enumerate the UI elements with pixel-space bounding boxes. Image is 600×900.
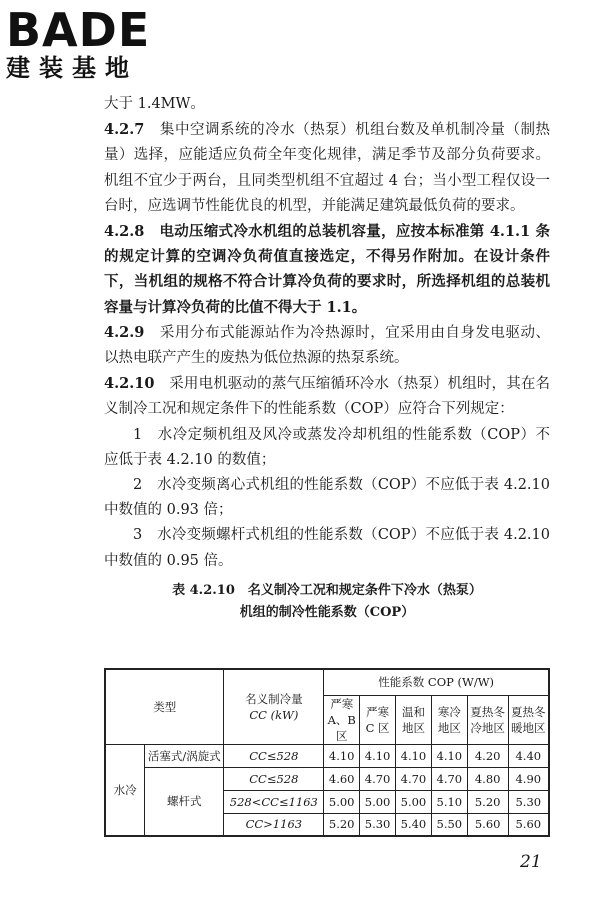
capacity-cell: CC>1163 bbox=[224, 813, 324, 836]
list-item-2: 2 水冷变频离心式机组的性能系数（COP）不应低于表 4.2.10 中数值的 0.93 倍； bbox=[104, 477, 550, 519]
table-caption-line2: 机组的制冷性能系数（COP） bbox=[239, 604, 415, 620]
clause-text: 集中空调系统的冷水（热泵）机组台数及单机制冷量（制热量）选择，应能适应负荷全年变化规律，满足季节及部分负荷要求。机组不宜少于两台，且同类型机组不宜超过 4 台；当小型工程仅设一台时，应选调节性能优良的机型，并能满足建筑最低负荷的要求。 bbox=[104, 122, 550, 214]
clause-number: 4.2.7 bbox=[104, 121, 145, 139]
subtype-piston-scroll: 活塞式/涡旋式 bbox=[145, 744, 224, 767]
cop-cell: 4.20 bbox=[467, 744, 508, 767]
logo-brand-text: BADE bbox=[6, 3, 151, 57]
zone-header bbox=[324, 695, 360, 744]
clause-4-2-9 bbox=[104, 320, 550, 371]
clause-number: 4.2.9 bbox=[104, 323, 145, 341]
zone-header bbox=[431, 695, 467, 744]
document-body bbox=[104, 92, 550, 624]
clause-text: 采用电机驱动的蒸气压缩循环冷水（热泵）机组时，其在名义制冷工况和规定条件下的性能系数（COP）应符合下列规定： bbox=[104, 376, 551, 418]
table-caption-line1: 表 4.2.10 名义制冷工况和规定条件下冷水（热泵） bbox=[172, 582, 482, 598]
logo-sub-text: 建装基地 bbox=[6, 54, 138, 82]
zone-header bbox=[508, 695, 549, 744]
cop-table bbox=[104, 668, 550, 837]
cop-cell: 4.10 bbox=[360, 744, 396, 767]
zone-label: 夏热冬 暖地区 bbox=[511, 704, 546, 735]
list-item-3: 3 水冷变频螺杆式机组的性能系数（COP）不应低于表 4.2.10 中数值的 0.95 倍。 bbox=[104, 527, 550, 569]
paragraph-continued: 大于 1.4MW。 bbox=[104, 96, 205, 112]
cop-cell: 5.30 bbox=[508, 790, 549, 813]
clause-text: 采用分布式能源站作为冷热源时，宜采用由自身发电驱动、以热电联产产生的废热为低位热源的热泵系统。 bbox=[104, 324, 550, 367]
cop-cell: 5.30 bbox=[360, 813, 396, 836]
clause-text: 电动压缩式冷水机组的总装机容量，应按本标准第 4.1.1 条的规定计算的空调冷负荷值直接选定，不得另作附加。在设计条件下，当机组的规格不符合计算冷负荷的要求时，所选择机组的总装机容量与计算冷负荷的比值不得大于 1.1。 bbox=[104, 223, 551, 316]
list-item-1: 1 水冷定频机组及风冷或蒸发冷却机组的性能系数（COP）不应低于表 4.2.10 的数值； bbox=[104, 426, 550, 468]
cop-cell: 5.00 bbox=[360, 790, 396, 813]
clause-number: 4.2.10 bbox=[104, 375, 155, 393]
zone-label: 严寒 C 区 bbox=[365, 704, 390, 735]
capacity-cell: CC≤528 bbox=[224, 744, 324, 767]
capacity-cell: CC≤528 bbox=[224, 767, 324, 790]
cop-cell: 5.00 bbox=[396, 790, 432, 813]
cop-cell: 4.60 bbox=[324, 767, 360, 790]
cop-cell: 5.60 bbox=[467, 813, 508, 836]
cop-cell: 4.10 bbox=[324, 744, 360, 767]
group-water-cooled: 水冷 bbox=[105, 744, 145, 836]
cop-cell: 5.20 bbox=[324, 813, 360, 836]
cop-cell: 5.20 bbox=[467, 790, 508, 813]
table-caption bbox=[104, 580, 550, 624]
cop-cell: 5.10 bbox=[431, 790, 467, 813]
zone-header bbox=[396, 695, 432, 744]
header-type: 类型 bbox=[105, 669, 224, 744]
clause-number: 4.2.8 bbox=[104, 223, 145, 241]
capacity-cell: 528<CC≤1163 bbox=[224, 790, 324, 813]
cop-cell: 4.90 bbox=[508, 767, 549, 790]
cop-cell: 4.70 bbox=[360, 767, 396, 790]
zone-label: 夏热冬 冷地区 bbox=[470, 704, 505, 735]
header-cop: 性能系数 COP (W/W) bbox=[324, 669, 549, 695]
cop-cell: 5.40 bbox=[396, 813, 432, 836]
header-capacity-line1: 名义制冷量 bbox=[245, 691, 303, 706]
cop-cell: 4.80 bbox=[467, 767, 508, 790]
cop-cell: 5.50 bbox=[431, 813, 467, 836]
table-row bbox=[105, 744, 549, 767]
clause-4-2-8 bbox=[104, 219, 550, 320]
cop-cell: 4.70 bbox=[396, 767, 432, 790]
zone-header bbox=[467, 695, 508, 744]
zone-label: 严寒 A、B 区 bbox=[327, 696, 356, 743]
cop-cell: 4.70 bbox=[431, 767, 467, 790]
subtype-screw: 螺杆式 bbox=[145, 767, 224, 836]
clause-4-2-7 bbox=[104, 117, 550, 219]
cop-cell: 4.10 bbox=[396, 744, 432, 767]
clause-4-2-10 bbox=[104, 371, 550, 422]
header-capacity bbox=[224, 669, 324, 744]
zone-label: 寒冷 地区 bbox=[437, 704, 461, 735]
zone-label: 温和 地区 bbox=[401, 704, 425, 735]
brand-logo bbox=[6, 4, 150, 82]
cop-cell: 5.00 bbox=[324, 790, 360, 813]
page-number: 21 bbox=[520, 852, 542, 872]
cop-cell: 5.60 bbox=[508, 813, 549, 836]
zone-header bbox=[360, 695, 396, 744]
cop-cell: 4.40 bbox=[508, 744, 549, 767]
cop-cell: 4.10 bbox=[431, 744, 467, 767]
header-capacity-line2: CC (kW) bbox=[249, 707, 299, 722]
table-row bbox=[105, 767, 549, 790]
